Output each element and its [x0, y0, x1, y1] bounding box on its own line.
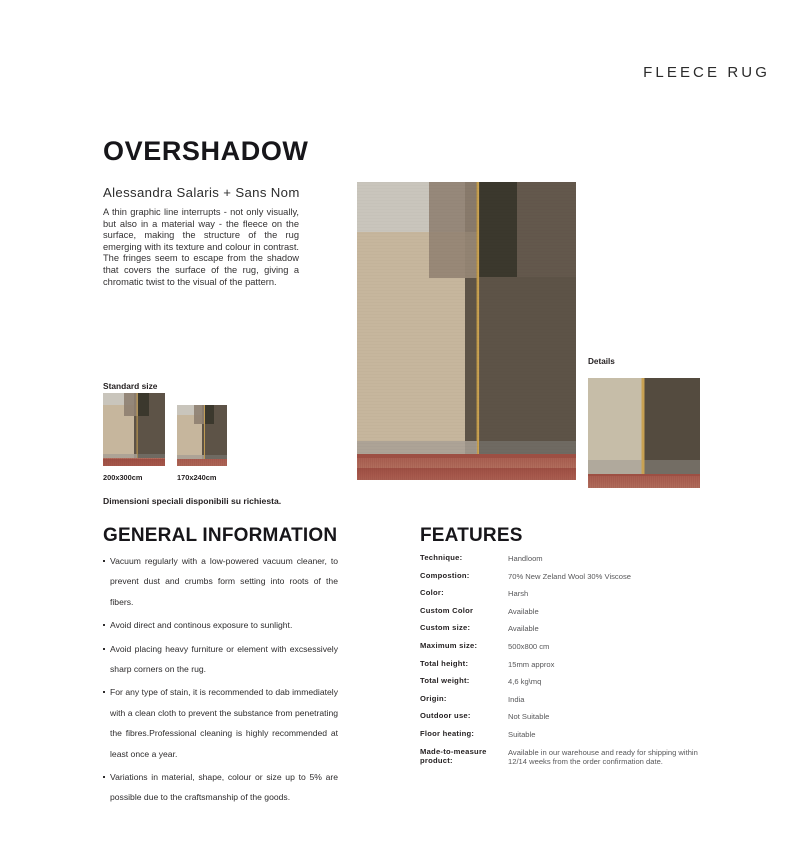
table-row	[420, 641, 710, 658]
table-row	[420, 553, 710, 570]
list-item	[103, 682, 338, 764]
list-item-text: Variations in material, shape, colour or size up to 5% are possible due to the craftsmanship of the goods.	[110, 772, 338, 803]
general-information-heading: GENERAL INFORMATION	[103, 525, 338, 546]
list-item-text: Avoid placing heavy furniture or element with excsessively sharp corners on the rug.	[110, 643, 338, 675]
feature-label: Maximum size:	[420, 640, 478, 650]
features-table	[420, 553, 710, 781]
table-row	[420, 729, 710, 746]
feature-value: Available	[508, 624, 539, 634]
table-row	[420, 606, 710, 623]
list-item	[103, 639, 338, 680]
features-heading: FEATURES	[420, 525, 523, 546]
designer-credit-text: Alessandra Salaris + Sans Nom	[103, 185, 300, 200]
list-item-text: Vacuum regularly with a low-powered vacuum cleaner, to prevent dust and crumbs form setting into roots of the fibers.	[110, 556, 338, 607]
feature-value: 500x800 cm	[508, 641, 550, 651]
feature-value: Available	[508, 606, 539, 616]
list-item	[103, 767, 338, 808]
document-category-header: FLEECE RUG	[643, 64, 770, 81]
feature-label: Total height:	[420, 658, 469, 668]
product-image-detail	[588, 378, 700, 488]
table-row	[420, 747, 710, 781]
rug-thumb-illustration	[177, 405, 227, 466]
thumbnail-image-170x240	[177, 405, 227, 466]
list-item	[103, 615, 338, 635]
feature-label: Outdoor use:	[420, 711, 471, 721]
list-item	[103, 551, 338, 612]
table-row	[420, 694, 710, 711]
special-sizes-note: Dimensioni speciali disponibili su richiesta.	[103, 496, 282, 506]
list-item-text: For any type of stain, it is recommended to dab immediately with a clean cloth to prevent the substance from penetrating the fibres.Professional cleaning is highly recommended at least once a year.	[110, 687, 338, 759]
feature-label: Color:	[420, 588, 444, 598]
feature-label: Floor heating:	[420, 728, 475, 738]
table-row	[420, 588, 710, 605]
feature-value: 15mm approx	[508, 659, 555, 669]
feature-value: Available in our warehouse and ready for shipping within 12/14 weeks from the order confirmation date.	[508, 747, 698, 767]
feature-label: Compostion:	[420, 570, 470, 580]
feature-label: Custom Color	[420, 605, 474, 615]
list-item-text: Avoid direct and continous exposure to sunlight.	[110, 620, 293, 631]
thumbnail-image-200x300	[103, 393, 165, 466]
feature-label: Made-to-measure product:	[420, 746, 487, 766]
feature-value: Not Suitable	[508, 712, 550, 722]
feature-value: Harsh	[508, 589, 529, 599]
page-title: OVERSHADOW	[103, 136, 309, 166]
thumbnail-caption: 170x240cm	[177, 473, 217, 482]
general-information-list	[103, 551, 338, 811]
feature-value: Suitable	[508, 729, 536, 739]
product-image-main	[357, 182, 576, 489]
details-label: Details	[588, 357, 615, 366]
product-description: A thin graphic line interrupts - not only visually, but also in a material way - the fleece on the surface, making the structure of the rug emerging with its texture and colour in contrast. The fringes seem to escape from the shadow that covers the surface of the rug, giving a chromatic twist to the visual of the pattern.	[103, 207, 299, 287]
rug-illustration	[357, 182, 576, 489]
feature-label: Total weight:	[420, 676, 470, 686]
feature-label: Origin:	[420, 693, 447, 703]
feature-label: Technique:	[420, 553, 463, 562]
feature-value: 4,6 kg\mq	[508, 677, 542, 687]
standard-size-label: Standard size	[103, 381, 158, 391]
table-row	[420, 571, 710, 588]
rug-detail-illustration	[588, 378, 700, 488]
rug-thumb-illustration	[103, 393, 165, 466]
feature-value: 70% New Zeland Wool 30% Viscose	[508, 571, 631, 581]
table-row	[420, 711, 710, 728]
designer-credit	[103, 184, 320, 204]
table-row	[420, 659, 710, 676]
table-row	[420, 623, 710, 640]
feature-value: India	[508, 694, 525, 704]
feature-label: Custom size:	[420, 623, 471, 633]
thumbnail-caption: 200x300cm	[103, 473, 143, 482]
feature-value: Handloom	[508, 554, 543, 563]
table-row	[420, 676, 710, 693]
